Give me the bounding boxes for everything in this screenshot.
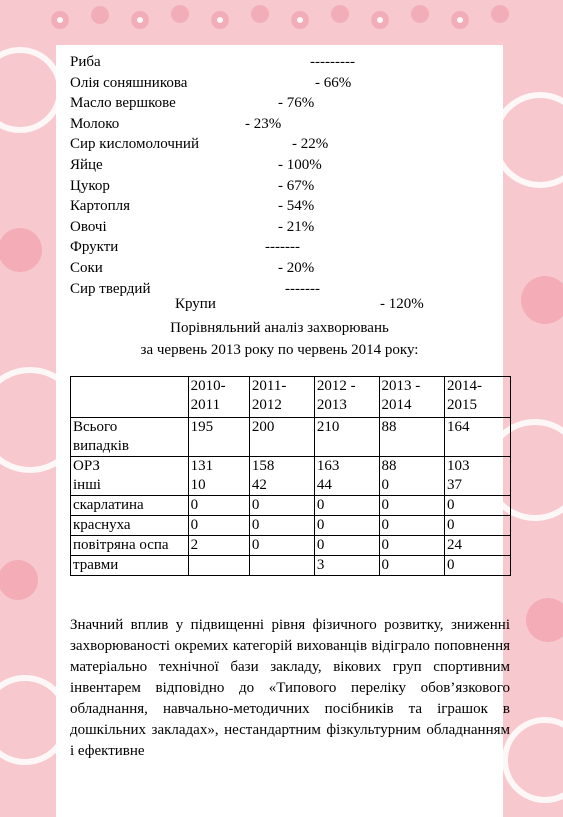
list-item (70, 52, 490, 73)
table-row (71, 536, 511, 556)
table-cell: 0 (445, 556, 511, 576)
table-header-cell (71, 377, 189, 418)
table-cell: повітряна оспа (71, 536, 189, 556)
product-list (70, 52, 490, 299)
table-row (71, 556, 511, 576)
item-name: Сир кисломолочний (70, 136, 199, 153)
table-cell: 0 (379, 496, 445, 516)
table-cell: 24 (445, 536, 511, 556)
table-row (71, 516, 511, 536)
list-item (70, 73, 490, 94)
item-name: Соки (70, 259, 103, 276)
table-cell (188, 556, 249, 576)
disease-table (70, 376, 511, 576)
table-cell: 164 (445, 418, 511, 457)
table-header-row (71, 377, 511, 418)
item-name: Риба (70, 54, 101, 70)
item-value: - 20% (278, 259, 315, 276)
krupy-value: - 120% (380, 296, 424, 312)
item-value: - 21% (278, 218, 315, 235)
table-header-cell: 2010- 2011 (188, 377, 249, 418)
table-cell: 0 (314, 536, 379, 556)
list-item (70, 217, 490, 238)
item-value: - 66% (315, 74, 352, 91)
table-cell: 0 (314, 496, 379, 516)
list-item (70, 134, 490, 155)
table-cell: 103 37 (445, 457, 511, 496)
table-cell: 0 (379, 556, 445, 576)
list-item (70, 196, 490, 217)
table-cell: 88 (379, 418, 445, 457)
table-cell: 0 (445, 516, 511, 536)
item-name: Молоко (70, 115, 120, 132)
item-name: Олія соняшникова (70, 74, 188, 91)
table-cell: 131 10 (188, 457, 249, 496)
table-cell: Всього випадків (71, 418, 189, 457)
item-value: - 67% (278, 177, 315, 194)
item-value: --------- (310, 54, 355, 70)
table-row (71, 496, 511, 516)
table-cell (249, 556, 314, 576)
item-name: Масло вершкове (70, 95, 176, 112)
table-cell: 0 (249, 516, 314, 536)
body-paragraph: Значний вплив у підвищенні рівня фізичного розвитку, зниженні захворюваності окремих категорій вихованців відіграло поповнення матеріально технічної бази закладу, вікових груп спортивним інвентарем відповідно до «Типового переліку обов’язкового обладнання, навчально-методичних посібників та іграшок в дошкільних закладах», нестандартним фізкультурним обладнанням і ефективне (70, 617, 510, 759)
item-value: - 76% (278, 95, 315, 112)
table-cell: 0 (314, 516, 379, 536)
table-cell: 0 (379, 536, 445, 556)
item-name: Цукор (70, 177, 110, 194)
list-item (70, 155, 490, 176)
list-item (70, 114, 490, 135)
item-value: - 54% (278, 198, 315, 215)
table-cell: 200 (249, 418, 314, 457)
item-value: - 23% (245, 115, 282, 132)
table-cell: 88 0 (379, 457, 445, 496)
table-cell: 2 (188, 536, 249, 556)
item-name: Сир твердий (70, 280, 151, 297)
item-name: Фрукти (70, 239, 119, 256)
table-cell: 3 (314, 556, 379, 576)
table-header-cell: 2011- 2012 (249, 377, 314, 418)
table-cell: 0 (249, 536, 314, 556)
item-value: ------- (265, 239, 300, 256)
table-cell: краснуха (71, 516, 189, 536)
table-header-cell: 2013 - 2014 (379, 377, 445, 418)
item-name: Яйце (70, 156, 103, 173)
table-cell: травми (71, 556, 189, 576)
table-cell: 158 42 (249, 457, 314, 496)
item-value: ------- (285, 280, 320, 297)
table-cell: 195 (188, 418, 249, 457)
table-cell: 0 (445, 496, 511, 516)
table-cell: ОРЗ інші (71, 457, 189, 496)
list-item (70, 176, 490, 197)
list-item (70, 279, 490, 300)
krupy-name: Крупи (175, 296, 216, 312)
table-cell: 210 (314, 418, 379, 457)
caption-line-1: Порівняльний аналіз захворювань (170, 320, 389, 336)
table-cell: 0 (188, 516, 249, 536)
item-value: - 100% (278, 156, 322, 173)
list-item (70, 258, 490, 279)
table-cell: скарлатина (71, 496, 189, 516)
table-row (71, 418, 511, 457)
table-row (71, 457, 511, 496)
table-header-cell: 2012 - 2013 (314, 377, 379, 418)
table-cell: 163 44 (314, 457, 379, 496)
caption-line-2: за червень 2013 року по червень 2014 року: (140, 342, 419, 358)
table-cell: 0 (188, 496, 249, 516)
item-value: - 22% (292, 136, 329, 153)
item-name: Картопля (70, 198, 131, 215)
table-cell: 0 (379, 516, 445, 536)
list-item (70, 237, 490, 258)
table-cell: 0 (249, 496, 314, 516)
table-header-cell: 2014- 2015 (445, 377, 511, 418)
list-item (70, 93, 490, 114)
item-name: Овочі (70, 218, 107, 235)
